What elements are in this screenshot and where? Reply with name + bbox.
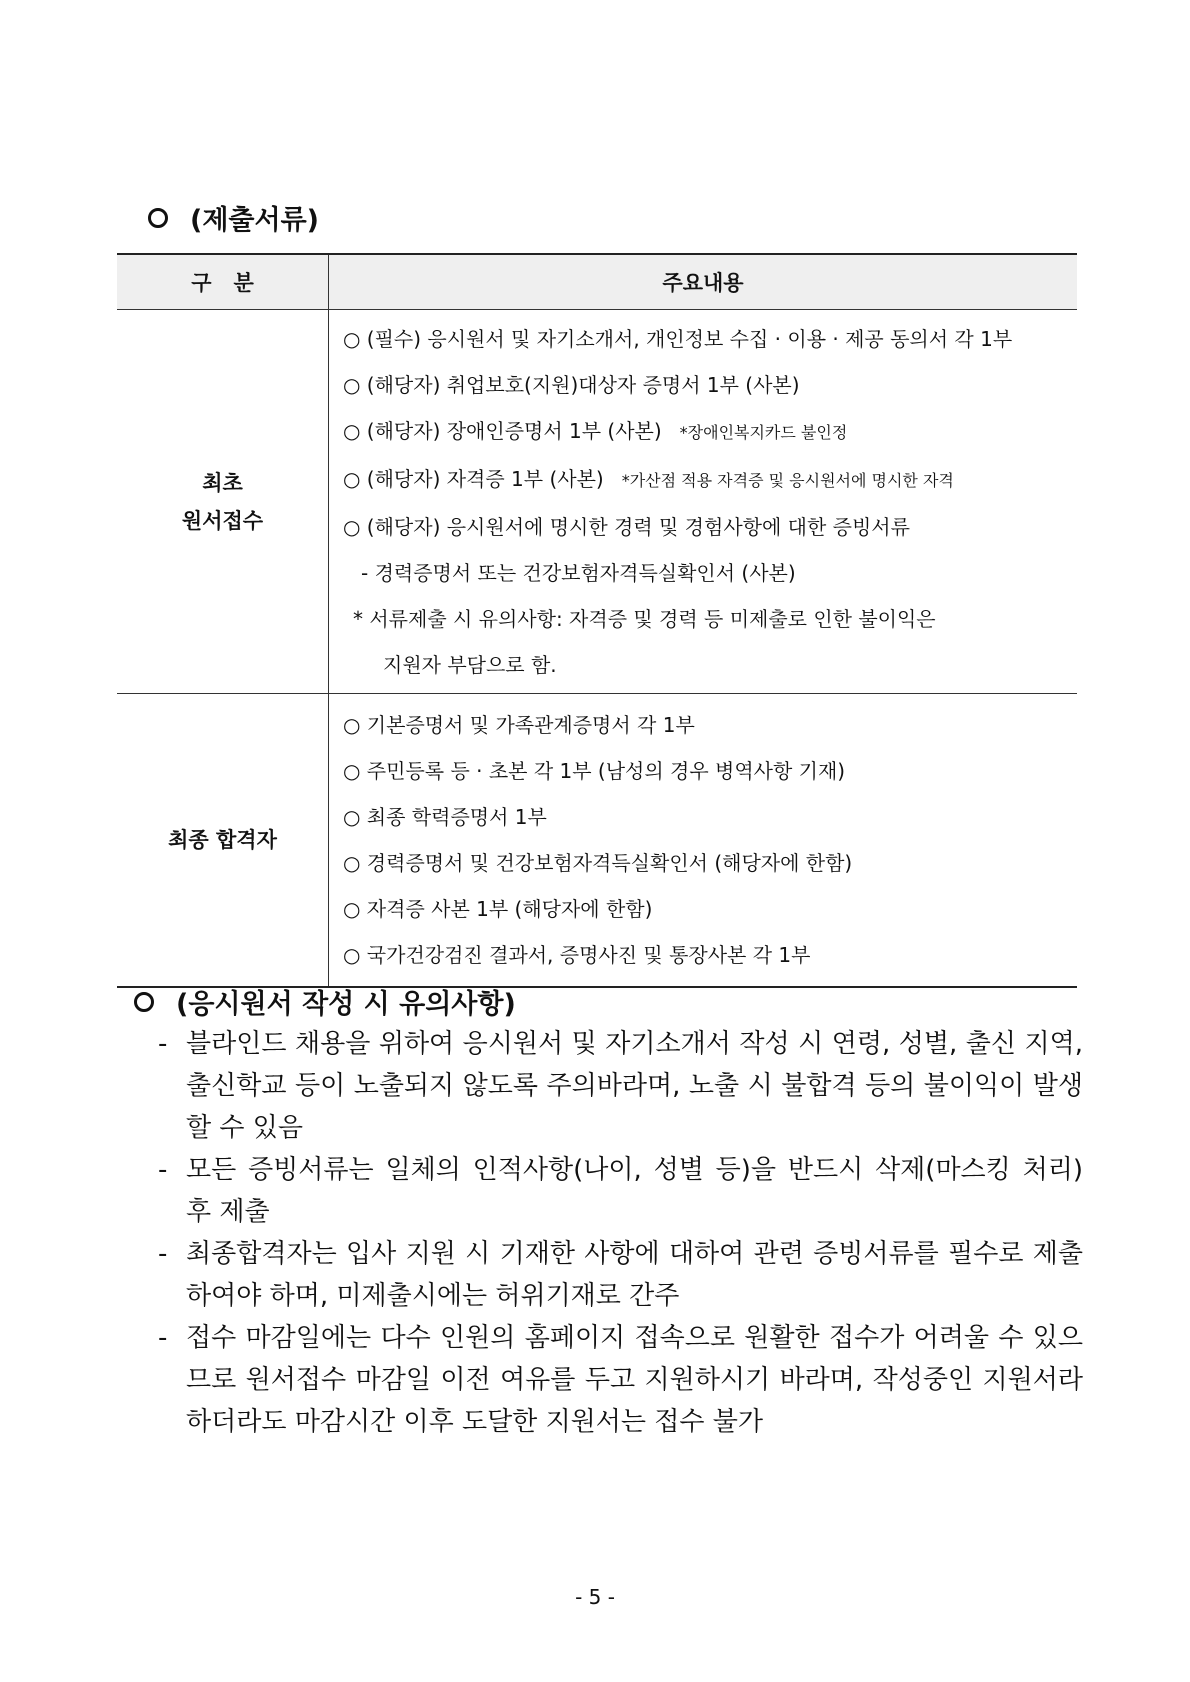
content-initial-application <box>329 310 1078 694</box>
header-category: 구 분 <box>117 254 329 310</box>
circle-bullet-icon <box>134 992 154 1012</box>
page-number: - 5 - <box>575 1585 615 1609</box>
list-item: ○ 국가건강검진 결과서, 증명사진 및 통장사본 각 1부 <box>343 943 811 967</box>
documents-table <box>117 253 1077 988</box>
precaution-item: - 최종합격자는 입사 지원 시 기재한 사항에 대하여 관련 증빙서류를 필수로 제출하여야 하며, 미제출시에는 허위기재로 간주 <box>158 1233 1083 1317</box>
circle-bullet-icon <box>148 208 168 228</box>
list-item: ○ (필수) 응시원서 및 자기소개서, 개인정보 수집 · 이용 · 제공 동의서 각 1부 <box>343 326 1013 351</box>
category-line: 최초 <box>202 470 243 495</box>
header-content: 주요내용 <box>329 254 1078 310</box>
list-item: ○ (해당자) 자격증 1부 (사본) *가산점 적용 자격증 및 응시원서에 명시한 자격 <box>343 466 954 491</box>
section-title-documents: (제출서류) <box>190 205 320 236</box>
section-title-precautions: (응시원서 작성 시 유의사항) <box>176 989 516 1020</box>
list-item: ○ 기본증명서 및 가족관계증명서 각 1부 <box>343 713 695 737</box>
dash-bullet: - <box>158 1323 168 1353</box>
section-heading-precautions <box>134 982 516 1021</box>
caution-note-continued: 지원자 부담으로 함. <box>383 652 557 677</box>
dash-bullet: - <box>158 1155 168 1185</box>
category-line: 최종 합격자 <box>168 828 277 852</box>
content-final-passers <box>329 694 1078 988</box>
precautions-list <box>158 1023 1083 1443</box>
precaution-item: - 블라인드 채용을 위하여 응시원서 및 자기소개서 작성 시 연령, 성별, 출신 지역, 출신학교 등이 노출되지 않도록 주의바라며, 노출 시 불합격 등의 불이익이 발생할 수 있음 <box>158 1023 1083 1149</box>
table-row-final <box>117 694 1077 988</box>
table-header-row <box>117 254 1077 310</box>
section-heading-documents <box>148 198 319 237</box>
category-initial-application <box>117 310 329 694</box>
item-footnote: *장애인복지카드 불인정 <box>679 422 848 442</box>
list-item: ○ 주민등록 등 · 초본 각 1부 (남성의 경우 병역사항 기재) <box>343 759 846 783</box>
category-final-passers <box>117 694 329 988</box>
list-item: ○ 경력증명서 및 건강보험자격득실확인서 (해당자에 한함) <box>343 851 853 875</box>
list-item: ○ (해당자) 취업보호(지원)대상자 증명서 1부 (사본) <box>343 372 800 397</box>
table-row-initial <box>117 310 1077 694</box>
precaution-item: - 모든 증빙서류는 일체의 인적사항(나이, 성별 등)을 반드시 삭제(마스킹 처리) 후 제출 <box>158 1149 1083 1233</box>
list-item: ○ 자격증 사본 1부 (해당자에 한함) <box>343 897 653 921</box>
dash-bullet: - <box>158 1239 168 1269</box>
list-subitem: - 경력증명서 또는 건강보험자격득실확인서 (사본) <box>361 560 796 585</box>
list-item: ○ (해당자) 응시원서에 명시한 경력 및 경험사항에 대한 증빙서류 <box>343 514 910 539</box>
list-item: ○ 최종 학력증명서 1부 <box>343 805 547 829</box>
list-item: ○ (해당자) 장애인증명서 1부 (사본) *장애인복지카드 불인정 <box>343 418 848 443</box>
dash-bullet: - <box>158 1029 168 1059</box>
item-footnote: *가산점 적용 자격증 및 응시원서에 명시한 자격 <box>621 470 954 490</box>
caution-note: * 서류제출 시 유의사항: 자격증 및 경력 등 미제출로 인한 불이익은 <box>353 606 936 631</box>
precaution-item: - 접수 마감일에는 다수 인원의 홈페이지 접속으로 원활한 접수가 어려울 수 있으므로 원서접수 마감일 이전 여유를 두고 지원하시기 바라며, 작성중인 지원서라 하더라도 마감시간 이후 도달한 지원서는 접수 불가 <box>158 1317 1083 1443</box>
category-line: 원서접수 <box>181 508 264 533</box>
